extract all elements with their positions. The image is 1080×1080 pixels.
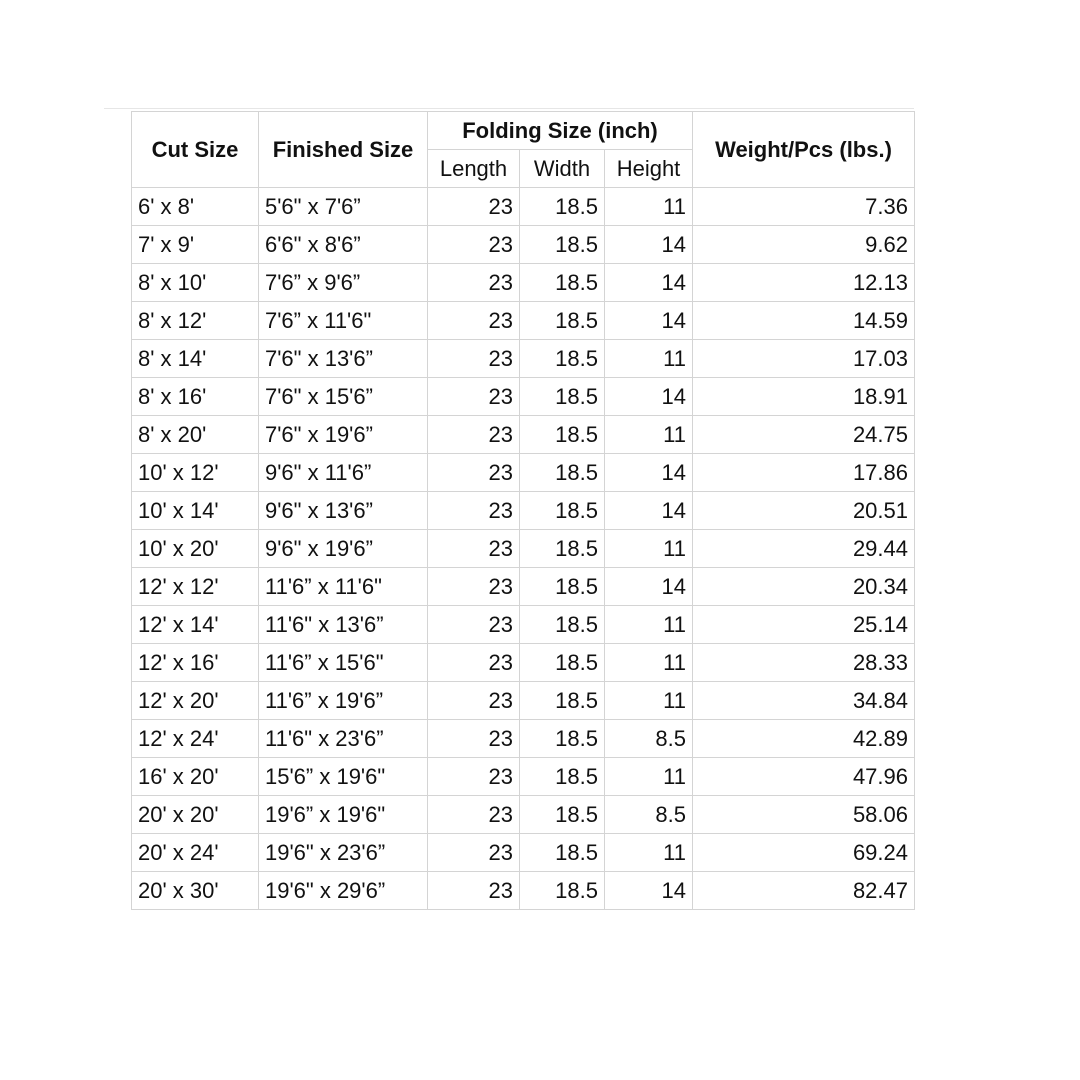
cut-size-cell: 8' x 16': [132, 378, 259, 416]
header-finished-size: Finished Size: [259, 112, 428, 188]
cut-size-cell: 6' x 8': [132, 188, 259, 226]
weight-cell: 20.34: [693, 568, 915, 606]
length-cell: 23: [428, 834, 520, 872]
length-cell: 23: [428, 492, 520, 530]
width-cell: 18.5: [520, 416, 605, 454]
weight-cell: 34.84: [693, 682, 915, 720]
table-row: [132, 378, 915, 416]
height-cell: 14: [605, 872, 693, 910]
height-cell: 11: [605, 416, 693, 454]
weight-cell: 47.96: [693, 758, 915, 796]
table-row: [132, 530, 915, 568]
weight-cell: 82.47: [693, 872, 915, 910]
table-row: [132, 302, 915, 340]
cut-size-cell: 12' x 20': [132, 682, 259, 720]
finished-size-cell: 19'6" x 23'6”: [259, 834, 428, 872]
cut-size-cell: 8' x 12': [132, 302, 259, 340]
width-cell: 18.5: [520, 606, 605, 644]
width-cell: 18.5: [520, 872, 605, 910]
table-row: [132, 188, 915, 226]
finished-size-cell: 6'6" x 8'6”: [259, 226, 428, 264]
length-cell: 23: [428, 378, 520, 416]
weight-cell: 20.51: [693, 492, 915, 530]
height-cell: 11: [605, 530, 693, 568]
cut-size-cell: 20' x 20': [132, 796, 259, 834]
finished-size-cell: 11'6” x 19'6”: [259, 682, 428, 720]
width-cell: 18.5: [520, 568, 605, 606]
cut-size-cell: 12' x 24': [132, 720, 259, 758]
width-cell: 18.5: [520, 340, 605, 378]
width-cell: 18.5: [520, 454, 605, 492]
height-cell: 11: [605, 644, 693, 682]
width-cell: 18.5: [520, 644, 605, 682]
table-row: [132, 872, 915, 910]
finished-size-cell: 7'6" x 15'6”: [259, 378, 428, 416]
table-row: [132, 264, 915, 302]
weight-cell: 17.86: [693, 454, 915, 492]
weight-cell: 7.36: [693, 188, 915, 226]
table-row: [132, 834, 915, 872]
cut-size-cell: 10' x 20': [132, 530, 259, 568]
weight-cell: 12.13: [693, 264, 915, 302]
height-cell: 14: [605, 264, 693, 302]
width-cell: 18.5: [520, 682, 605, 720]
height-cell: 11: [605, 188, 693, 226]
cut-size-cell: 12' x 16': [132, 644, 259, 682]
length-cell: 23: [428, 796, 520, 834]
header-cut-size: Cut Size: [132, 112, 259, 188]
width-cell: 18.5: [520, 302, 605, 340]
height-cell: 11: [605, 606, 693, 644]
finished-size-cell: 7'6" x 13'6”: [259, 340, 428, 378]
size-chart-table: [131, 111, 915, 910]
length-cell: 23: [428, 720, 520, 758]
table-row: [132, 416, 915, 454]
weight-cell: 24.75: [693, 416, 915, 454]
width-cell: 18.5: [520, 720, 605, 758]
length-cell: 23: [428, 606, 520, 644]
table-header: [132, 112, 915, 188]
length-cell: 23: [428, 416, 520, 454]
table-row: [132, 644, 915, 682]
length-cell: 23: [428, 340, 520, 378]
finished-size-cell: 5'6" x 7'6”: [259, 188, 428, 226]
cut-size-cell: 20' x 30': [132, 872, 259, 910]
width-cell: 18.5: [520, 378, 605, 416]
width-cell: 18.5: [520, 188, 605, 226]
height-cell: 11: [605, 340, 693, 378]
finished-size-cell: 11'6” x 15'6": [259, 644, 428, 682]
height-cell: 14: [605, 226, 693, 264]
height-cell: 14: [605, 454, 693, 492]
length-cell: 23: [428, 644, 520, 682]
table-body: [132, 188, 915, 910]
weight-cell: 17.03: [693, 340, 915, 378]
length-cell: 23: [428, 872, 520, 910]
header-length: Length: [428, 150, 520, 188]
table-row: [132, 340, 915, 378]
table-row: [132, 454, 915, 492]
weight-cell: 69.24: [693, 834, 915, 872]
table-row: [132, 758, 915, 796]
table-row: [132, 226, 915, 264]
cut-size-cell: 8' x 20': [132, 416, 259, 454]
cut-size-cell: 8' x 10': [132, 264, 259, 302]
weight-cell: 18.91: [693, 378, 915, 416]
table-row: [132, 568, 915, 606]
cut-size-cell: 16' x 20': [132, 758, 259, 796]
header-weight: Weight/Pcs (lbs.): [693, 112, 915, 188]
top-divider: [104, 108, 914, 109]
length-cell: 23: [428, 530, 520, 568]
table-row: [132, 682, 915, 720]
weight-cell: 14.59: [693, 302, 915, 340]
length-cell: 23: [428, 264, 520, 302]
width-cell: 18.5: [520, 834, 605, 872]
weight-cell: 29.44: [693, 530, 915, 568]
cut-size-cell: 10' x 12': [132, 454, 259, 492]
cut-size-cell: 8' x 14': [132, 340, 259, 378]
table-row: [132, 720, 915, 758]
cut-size-cell: 7' x 9': [132, 226, 259, 264]
height-cell: 8.5: [605, 796, 693, 834]
finished-size-cell: 9'6" x 13'6”: [259, 492, 428, 530]
finished-size-cell: 7'6” x 9'6”: [259, 264, 428, 302]
header-folding-size: Folding Size (inch): [428, 112, 693, 150]
height-cell: 14: [605, 492, 693, 530]
finished-size-cell: 7'6” x 11'6": [259, 302, 428, 340]
width-cell: 18.5: [520, 264, 605, 302]
weight-cell: 42.89: [693, 720, 915, 758]
cut-size-cell: 20' x 24': [132, 834, 259, 872]
finished-size-cell: 7'6" x 19'6”: [259, 416, 428, 454]
finished-size-cell: 9'6" x 11'6”: [259, 454, 428, 492]
weight-cell: 9.62: [693, 226, 915, 264]
length-cell: 23: [428, 454, 520, 492]
length-cell: 23: [428, 758, 520, 796]
height-cell: 11: [605, 682, 693, 720]
length-cell: 23: [428, 682, 520, 720]
height-cell: 11: [605, 758, 693, 796]
height-cell: 8.5: [605, 720, 693, 758]
finished-size-cell: 19'6” x 19'6": [259, 796, 428, 834]
height-cell: 14: [605, 302, 693, 340]
cut-size-cell: 10' x 14': [132, 492, 259, 530]
height-cell: 11: [605, 834, 693, 872]
table-row: [132, 492, 915, 530]
width-cell: 18.5: [520, 758, 605, 796]
finished-size-cell: 19'6" x 29'6”: [259, 872, 428, 910]
finished-size-cell: 9'6" x 19'6”: [259, 530, 428, 568]
weight-cell: 58.06: [693, 796, 915, 834]
cut-size-cell: 12' x 12': [132, 568, 259, 606]
header-height: Height: [605, 150, 693, 188]
header-width: Width: [520, 150, 605, 188]
finished-size-cell: 15'6” x 19'6": [259, 758, 428, 796]
width-cell: 18.5: [520, 492, 605, 530]
height-cell: 14: [605, 378, 693, 416]
cut-size-cell: 12' x 14': [132, 606, 259, 644]
finished-size-cell: 11'6" x 13'6”: [259, 606, 428, 644]
length-cell: 23: [428, 568, 520, 606]
finished-size-cell: 11'6” x 11'6": [259, 568, 428, 606]
table-row: [132, 796, 915, 834]
width-cell: 18.5: [520, 226, 605, 264]
width-cell: 18.5: [520, 530, 605, 568]
table-row: [132, 606, 915, 644]
weight-cell: 25.14: [693, 606, 915, 644]
height-cell: 14: [605, 568, 693, 606]
length-cell: 23: [428, 302, 520, 340]
size-chart-sheet: [131, 111, 915, 910]
length-cell: 23: [428, 226, 520, 264]
length-cell: 23: [428, 188, 520, 226]
width-cell: 18.5: [520, 796, 605, 834]
finished-size-cell: 11'6" x 23'6”: [259, 720, 428, 758]
weight-cell: 28.33: [693, 644, 915, 682]
